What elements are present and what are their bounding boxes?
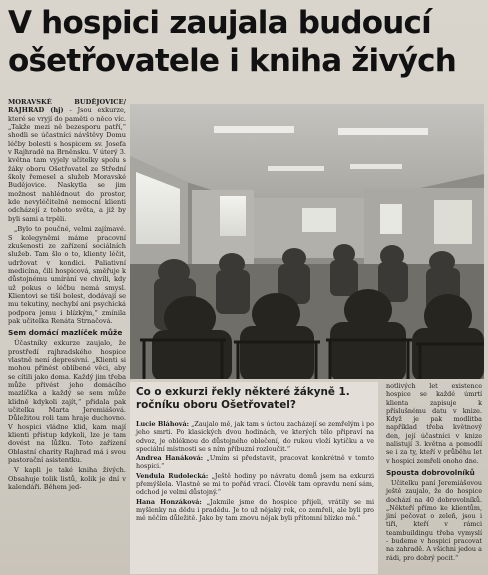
quote-author: Vendula Rudolecká: [136, 471, 209, 480]
sidebar-box [130, 382, 378, 574]
headline: V hospici zaujala budoucí ošetřovatele i kniha živých [8, 5, 457, 79]
quote-author: Hana Honzáková: [136, 497, 202, 506]
paragraph: V kapli je také kniha živých. Obsahuje tolik listů, kolik je dní v kalendáři. Během jed- [8, 466, 126, 492]
quote-text: „Ještě hodiny po návratu domů jsem na exkurzi přemýšlela. Vlastně se mi to pořád vrací. Člověk tam opravdu není sám, odchod je velmi důstojný.“ [136, 471, 374, 497]
paragraph: „Bylo to poučné, velmi zajímavé. S kolegyněmi máme pracovní zkušenosti ze zařízení sociálních služeb. Tam šlo o to, klienty léčit, udržovat v kondici. Paliativní medicína, čili hospicová, směřuje k důstojnému umírání ve chvíli, kdy už pokus o léčbu nemá smysl. Klientovi se tiší bolest, dodávají se mu tekutiny, nechybí ani psychická podpora jemu i blízkým,“ zmínila pak učitelka Renáta Strnačová. [8, 225, 126, 325]
byline: MORAVSKÉ BUDĚJOVICE/ RAJHRAD (hj) [8, 98, 126, 115]
subheading: Sem domácí mazlíček může [8, 328, 123, 338]
sidebar-box-title: Co o exkurzi řekly některé žákyně 1. ročníku oboru Ošetřovatel? [136, 386, 350, 411]
subheading: Spousta dobrovolníků [386, 467, 475, 477]
article-photo [130, 104, 484, 379]
quote-author: Andrea Hanáková: [136, 454, 204, 463]
quote [136, 472, 374, 497]
article-left-column [8, 98, 126, 493]
quote [136, 454, 374, 471]
paragraph: Učitelku paní Jeremiášovou ještě zaujalo, že do hospice dochází na 40 dobrovolníků. „Někteří přímo ke klientům, jiní pečovat o zeleň, jsou i tiři, kteří v rámci teambuildingu třeba vymyslí - budeme v hospici pracovat na zahradě. A všichni jedou a rádi, pro dobrý pocit.“ [386, 478, 482, 562]
article-right-column [386, 382, 482, 564]
quote-text: „Umím si představit, pracovat konkrétně v tomto hospici.“ [136, 454, 374, 471]
paragraph: notlivých let existence hospice se každé úmrtí klienta zapisuje k příslušnému datu v knize. Když je pak modlitba například třeba květnový den, její účastníci v knize nalistují 3. května a pomodlí se i za ty, kteří v průběhu let v hospici zemřeli onoho dne. [386, 382, 482, 465]
sidebar-box-quotes [136, 420, 374, 524]
paragraph: Účastníky exkurze zaujalo, že prostředí rajhradského hospice vlastně není depresivní. „Klienti si mohou přinést oblíbené věci, aby se cítili jako doma. Každý jim třeba může přivést jeho domácího mazlíčka a každý se sem může klidně kdykoli zajít,“ přidala pak učitelka Marta Jeremiášová. Důležitou roli tam hraje duchovno. V hospici vládne klid, kam mají klienti přístup kdykoli, lze je tam dovést na lůžku. Toto zařízení Oblastní charity Rajhrad má i svou pastorační asistentku. [8, 339, 126, 465]
quote [136, 420, 374, 453]
lead-paragraph [8, 98, 126, 223]
quote [136, 498, 374, 523]
quote-text: „Jakmile jsme do hospice přijeli, vrátily se mi myšlenky na dědu i pradědu. Je to už nějaký rok, co zemřeli, ale byli pro mě něčím důležitě. Jako by tam znovu nějak byli přítomní blízko mě.“ [136, 497, 374, 523]
quote-author: Lucie Bláhová: [136, 420, 189, 428]
quote-text: „Zaujalo mě, jak tam s úctou zacházejí se zemřelým i po jeho smrti. Po klasických dvou hodinách, ve kterých tělo připraví na odvoz, je obléknou do důstojného oblečení, do rukou vloží kytičku a ve speciální místnosti se s ním příbuzní rozloučit.“ [136, 420, 374, 453]
lead-text: - Jsou exkurze, které se vryjí do paměti o něco víc. „Takže mezi ně bezesporu patří,“ shodli se účastníci návštěvy Domu léčby bolesti s hospicem sv. Josefa v Rajhradě na Brněnsku. V úterý 3. května tam vyjely učitelky spolu s žáky oboru Ošetřovatel ze Střední školy řemesel a služeb Moravské Budějovice. Naskytla se jim možnost nahlédnout do prostor, kde nevyléčitelně nemocní klienti odcházejí z tohoto světa, a již by byli sami a trpěli. [8, 106, 126, 223]
